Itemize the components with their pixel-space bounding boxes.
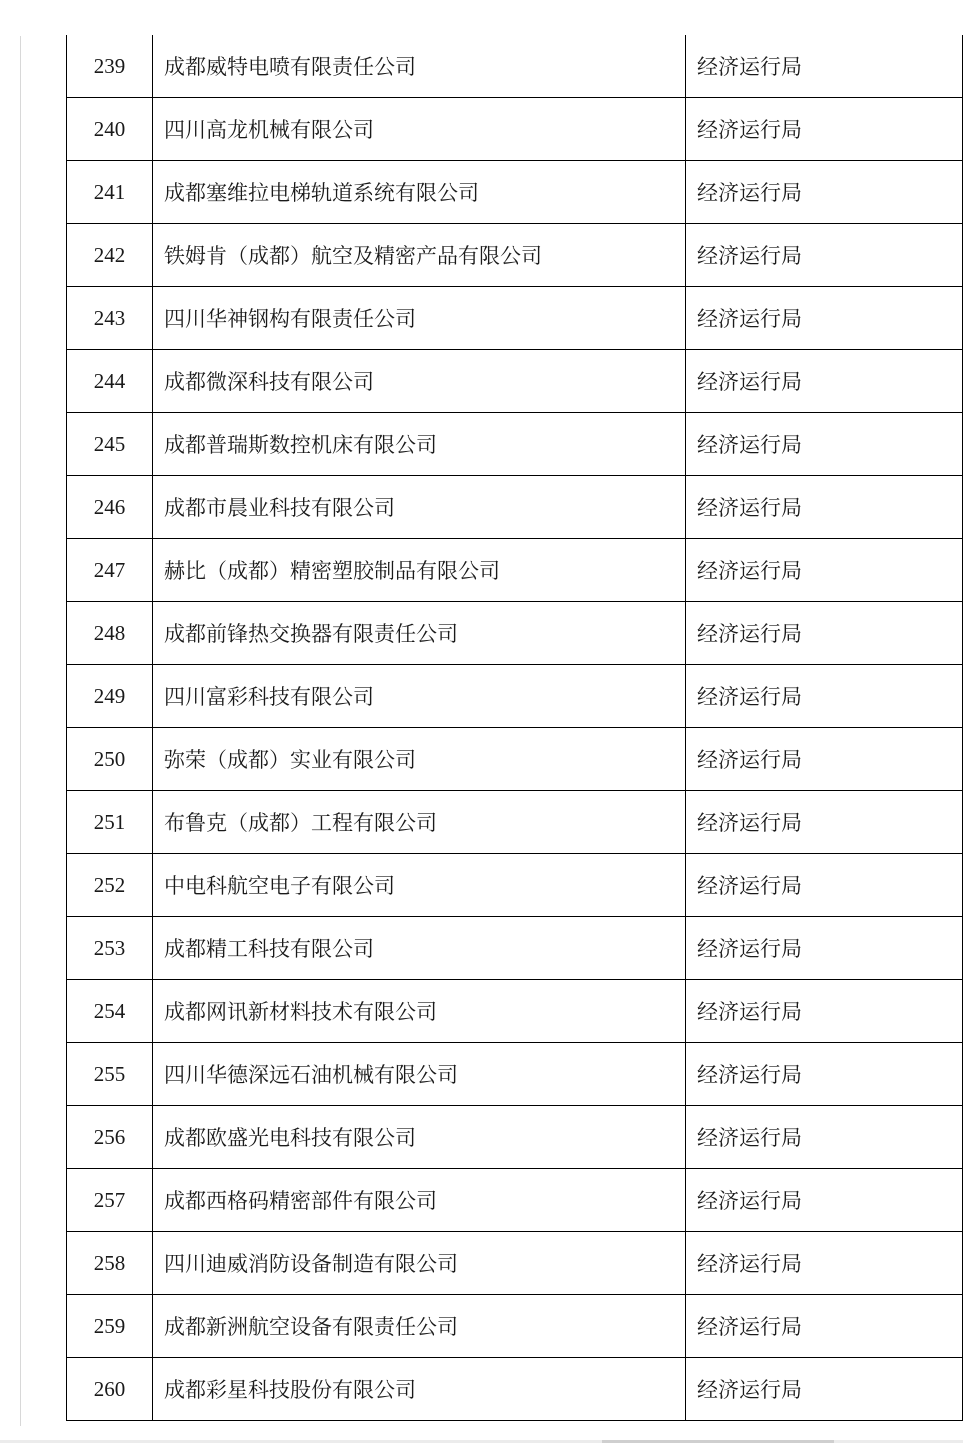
row-number-cell: 256 [67, 1106, 153, 1169]
table-row [67, 1232, 963, 1295]
table-row [67, 413, 963, 476]
row-number-cell: 250 [67, 728, 153, 791]
department-cell: 经济运行局 [686, 98, 963, 161]
row-number-cell: 248 [67, 602, 153, 665]
department-cell: 经济运行局 [686, 728, 963, 791]
department-cell: 经济运行局 [686, 791, 963, 854]
row-number-cell: 244 [67, 350, 153, 413]
company-name-cell: 弥荣（成都）实业有限公司 [153, 728, 686, 791]
row-number-cell: 249 [67, 665, 153, 728]
table-row [67, 917, 963, 980]
company-name-cell: 四川华神钢构有限责任公司 [153, 287, 686, 350]
department-cell: 经济运行局 [686, 1232, 963, 1295]
table-row [67, 728, 963, 791]
table-row [67, 350, 963, 413]
table-row [67, 35, 963, 98]
row-number-cell: 259 [67, 1295, 153, 1358]
row-number-cell: 260 [67, 1358, 153, 1421]
department-cell: 经济运行局 [686, 161, 963, 224]
table-row [67, 1295, 963, 1358]
table-row [67, 854, 963, 917]
department-cell: 经济运行局 [686, 602, 963, 665]
table-row [67, 1043, 963, 1106]
department-cell: 经济运行局 [686, 1169, 963, 1232]
department-cell: 经济运行局 [686, 476, 963, 539]
company-name-cell: 成都市晨业科技有限公司 [153, 476, 686, 539]
table-body [67, 35, 963, 1421]
row-number-cell: 255 [67, 1043, 153, 1106]
department-cell: 经济运行局 [686, 539, 963, 602]
row-number-cell: 245 [67, 413, 153, 476]
row-number-cell: 258 [67, 1232, 153, 1295]
table-row [67, 1169, 963, 1232]
row-number-cell: 254 [67, 980, 153, 1043]
company-name-cell: 成都普瑞斯数控机床有限公司 [153, 413, 686, 476]
company-list-table [66, 35, 963, 1421]
company-name-cell: 四川华德深远石油机械有限公司 [153, 1043, 686, 1106]
company-name-cell: 四川富彩科技有限公司 [153, 665, 686, 728]
department-cell: 经济运行局 [686, 350, 963, 413]
department-cell: 经济运行局 [686, 917, 963, 980]
department-cell: 经济运行局 [686, 287, 963, 350]
row-number-cell: 242 [67, 224, 153, 287]
table-row [67, 791, 963, 854]
company-name-cell: 成都西格码精密部件有限公司 [153, 1169, 686, 1232]
company-name-cell: 成都彩星科技股份有限公司 [153, 1358, 686, 1421]
department-cell: 经济运行局 [686, 1043, 963, 1106]
row-number-cell: 246 [67, 476, 153, 539]
company-name-cell: 四川迪威消防设备制造有限公司 [153, 1232, 686, 1295]
table-row [67, 1106, 963, 1169]
department-cell: 经济运行局 [686, 980, 963, 1043]
row-number-cell: 239 [67, 35, 153, 98]
row-number-cell: 253 [67, 917, 153, 980]
company-name-cell: 铁姆肯（成都）航空及精密产品有限公司 [153, 224, 686, 287]
row-number-cell: 243 [67, 287, 153, 350]
department-cell: 经济运行局 [686, 1106, 963, 1169]
company-name-cell: 成都新洲航空设备有限责任公司 [153, 1295, 686, 1358]
department-cell: 经济运行局 [686, 224, 963, 287]
department-cell: 经济运行局 [686, 1295, 963, 1358]
department-cell: 经济运行局 [686, 35, 963, 98]
row-number-cell: 240 [67, 98, 153, 161]
company-name-cell: 中电科航空电子有限公司 [153, 854, 686, 917]
company-name-cell: 成都塞维拉电梯轨道系统有限公司 [153, 161, 686, 224]
table-row [67, 539, 963, 602]
department-cell: 经济运行局 [686, 1358, 963, 1421]
table-row [67, 476, 963, 539]
department-cell: 经济运行局 [686, 665, 963, 728]
company-name-cell: 布鲁克（成都）工程有限公司 [153, 791, 686, 854]
table-row [67, 1358, 963, 1421]
row-number-cell: 241 [67, 161, 153, 224]
company-name-cell: 成都微深科技有限公司 [153, 350, 686, 413]
company-name-cell: 成都威特电喷有限责任公司 [153, 35, 686, 98]
table-row [67, 161, 963, 224]
company-name-cell: 成都精工科技有限公司 [153, 917, 686, 980]
page-margin-line [20, 36, 21, 1426]
row-number-cell: 257 [67, 1169, 153, 1232]
table-row [67, 287, 963, 350]
table-row [67, 665, 963, 728]
company-name-cell: 四川高龙机械有限公司 [153, 98, 686, 161]
table-row [67, 602, 963, 665]
company-name-cell: 赫比（成都）精密塑胶制品有限公司 [153, 539, 686, 602]
table-row [67, 224, 963, 287]
row-number-cell: 251 [67, 791, 153, 854]
table-row [67, 980, 963, 1043]
company-name-cell: 成都网讯新材料技术有限公司 [153, 980, 686, 1043]
row-number-cell: 252 [67, 854, 153, 917]
department-cell: 经济运行局 [686, 854, 963, 917]
department-cell: 经济运行局 [686, 413, 963, 476]
company-name-cell: 成都欧盛光电科技有限公司 [153, 1106, 686, 1169]
table-row [67, 98, 963, 161]
company-name-cell: 成都前锋热交换器有限责任公司 [153, 602, 686, 665]
row-number-cell: 247 [67, 539, 153, 602]
